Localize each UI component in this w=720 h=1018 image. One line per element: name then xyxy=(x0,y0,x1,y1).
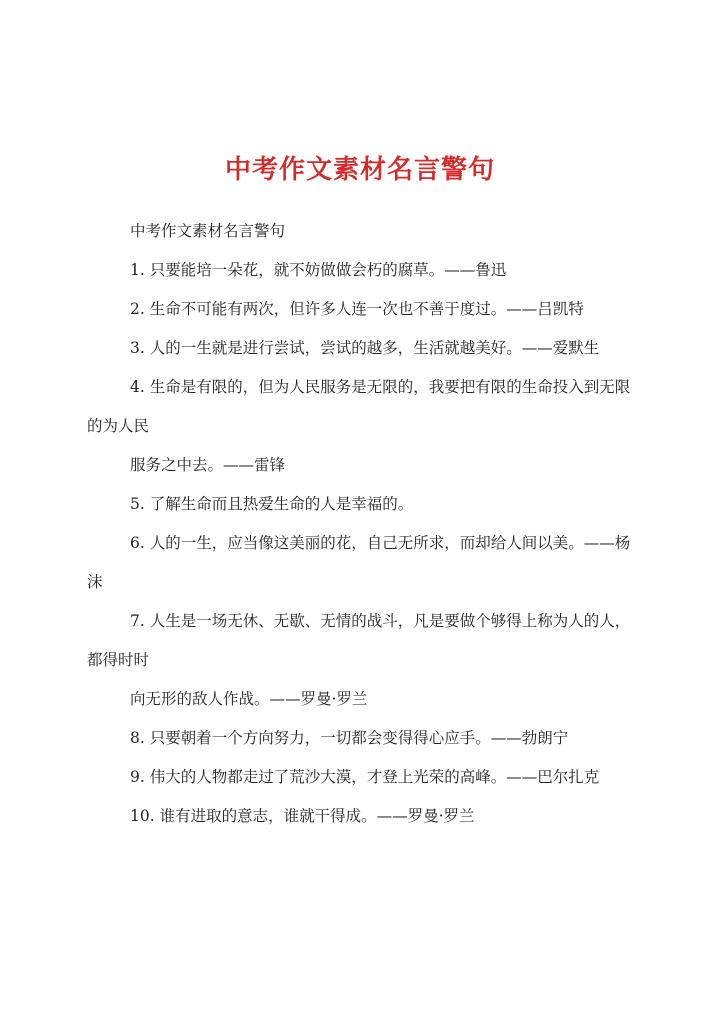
quote-10: 10. 谁有进取的意志，谁就干得成。——罗曼·罗兰 xyxy=(130,807,475,825)
document-title: 中考作文素材名言警句 xyxy=(224,155,495,185)
paragraph-heading: 中考作文素材名言警句 xyxy=(130,222,286,240)
quote-4-continued: 服务之中去。——雷锋 xyxy=(130,456,286,474)
quote-6: 6. 人的一生，应当像这美丽的花，自己无所求，而却给人间以美。——杨沫 xyxy=(87,534,631,591)
document-body xyxy=(87,212,635,836)
quote-5: 5. 了解生命而且热爱生命的人是幸福的。 xyxy=(130,495,414,513)
quote-3: 3. 人的一生就是进行尝试，尝试的越多，生活就越美好。——爱默生 xyxy=(130,339,600,357)
quote-7: 7. 人生是一场无休、无歇、无情的战斗，凡是要做个够得上称为人的人，都得时时 xyxy=(87,612,631,669)
quote-1: 1. 只要能培一朵花，就不妨做做会朽的腐草。——鲁迅 xyxy=(130,261,507,279)
quote-7-continued: 向无形的敌人作战。——罗曼·罗兰 xyxy=(130,690,368,708)
quote-9: 9. 伟大的人物都走过了荒沙大漠，才登上光荣的高峰。——巴尔扎克 xyxy=(130,768,600,786)
quote-2: 2. 生命不可能有两次，但许多人连一次也不善于度过。——吕凯特 xyxy=(130,300,584,318)
quote-4: 4. 生命是有限的，但为人民服务是无限的，我要把有限的生命投入到无限的为人民 xyxy=(87,378,631,435)
quote-8: 8. 只要朝着一个方向努力，一切都会变得得心应手。——勃朗宁 xyxy=(130,729,569,747)
